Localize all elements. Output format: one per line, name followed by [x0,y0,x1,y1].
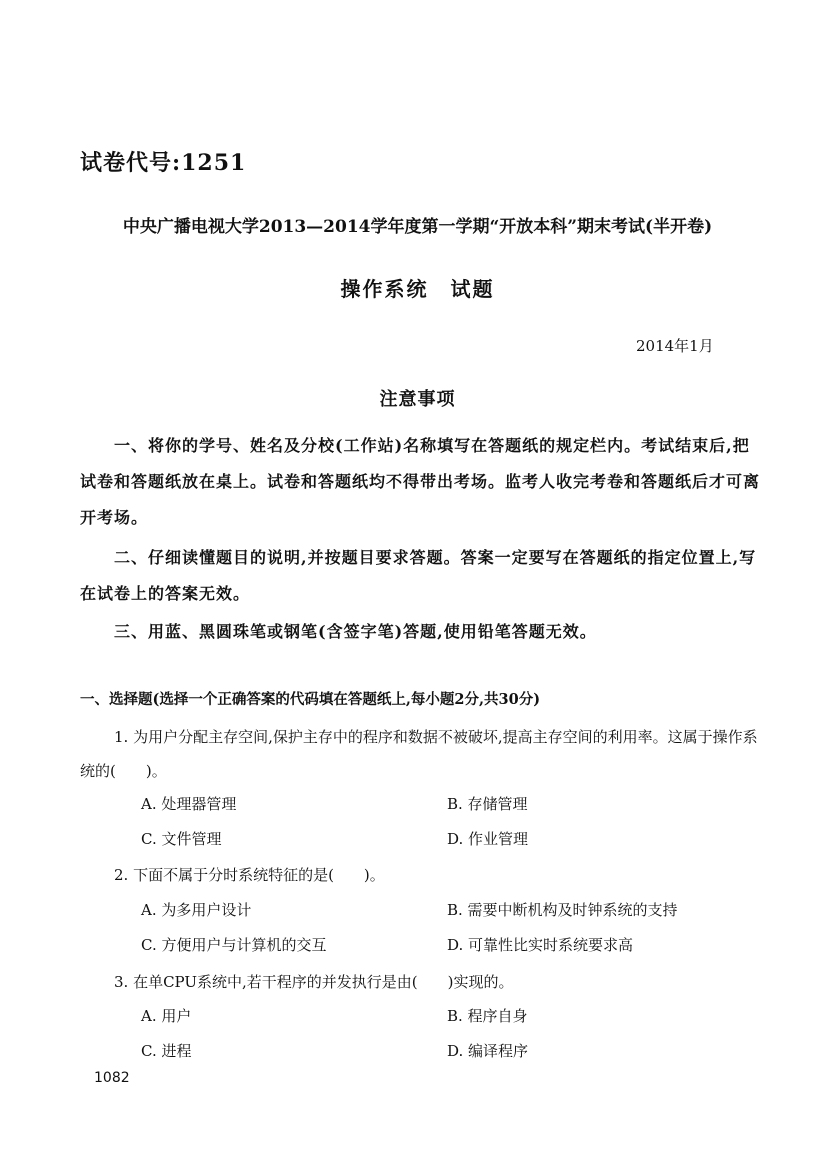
notice-item-1: 一、将你的学号、姓名及分校(工作站)名称填写在答题纸的规定栏内。考试结束后,把试卷和答题纸放在桌上。试卷和答题纸均不得带出考场。监考人收完考卷和答题纸后才可离开考场。 [80,436,761,527]
question-3-option-a: A. 用户 [141,1007,192,1025]
question-1-option-c: C. 文件管理 [141,830,222,848]
notice-item-2: 二、仔细读懂题目的说明,并按题目要求答题。答案一定要写在答题纸的指定位置上,写在试卷上的答案无效。 [80,548,757,603]
question-2-option-c: C. 方便用户与计算机的交互 [141,936,327,954]
question-2-stem: 2. 下面不属于分时系统特征的是( )。 [114,866,385,884]
question-3-option-d: D. 编译程序 [447,1042,529,1060]
question-3-option-b: B. 程序自身 [447,1007,528,1025]
exam-title: 操作系统 试题 [340,277,495,301]
notice-item-3: 三、用蓝、黑圆珠笔或钢笔(含签字笔)答题,使用铅笔答题无效。 [114,622,597,641]
section-heading: 一、选择题(选择一个正确答案的代码填在答题纸上,每小题2分,共30分) [80,691,541,708]
question-1-stem: 1. 为用户分配主存空间,保护主存中的程序和数据不被破坏,提高主存空间的利用率。这属于操作系统的( )。 [80,728,758,780]
question-2-option-b: B. 需要中断机构及时钟系统的支持 [447,901,678,919]
question-1-option-b: B. 存储管理 [447,795,528,813]
question-3-stem: 3. 在单CPU系统中,若干程序的并发执行是由( )实现的。 [114,973,514,991]
exam-date: 2014年1月 [636,337,714,355]
exam-header: 中央广播电视大学2013—2014学年度第一学期“开放本科”期末考试(半开卷) [122,217,713,237]
question-1-option-d: D. 作业管理 [447,830,529,848]
page-number: 1082 [94,1070,130,1086]
question-2-option-a: A. 为多用户设计 [141,901,252,919]
question-3-option-c: C. 进程 [141,1042,192,1060]
question-1-option-a: A. 处理器管理 [141,795,237,813]
paper-code: 试卷代号:1251 [80,150,247,176]
notice-title: 注意事项 [379,389,456,410]
question-2-option-d: D. 可靠性比实时系统要求高 [447,936,634,954]
